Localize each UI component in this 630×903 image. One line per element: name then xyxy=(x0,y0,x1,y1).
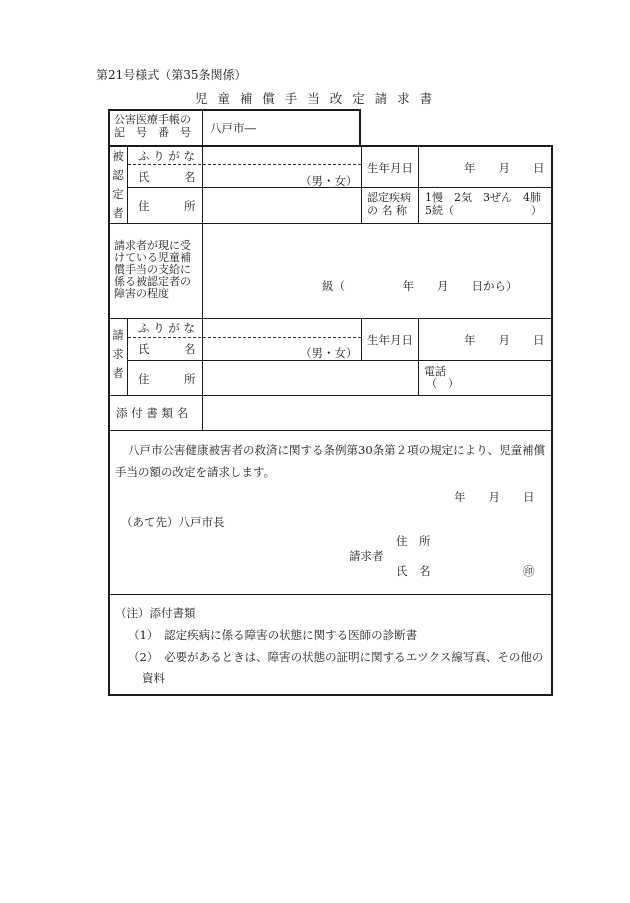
certified-name-label: 氏 名 xyxy=(138,170,196,184)
claimant-furigana-dash xyxy=(128,337,361,338)
claimant-section-divider xyxy=(127,318,128,395)
notes-heading: （注）添付書類 xyxy=(115,606,196,620)
certified-gender-field[interactable]: （男・女） xyxy=(300,174,358,188)
certified-section-label: 被 認 定 者 xyxy=(112,149,124,220)
claimant-section-label: 請 求 者 xyxy=(112,328,124,380)
certified-birthdate-label: 生年月日 xyxy=(367,161,413,175)
form-number: 第21号様式（第35条関係） xyxy=(96,68,247,82)
declaration-text-line1: 八戸市公害健康被害者の救済に関する条例第30条第２項の規定により、児童補償 xyxy=(128,443,546,457)
declaration-date-field[interactable]: 年 月 日 xyxy=(454,490,535,504)
notes-item1: （1） 認定疾病に係る障害の状態に関する医師の診断書 xyxy=(128,628,418,642)
disability-degree-field[interactable]: 級（ 年 月 日から） xyxy=(322,279,518,293)
notes-item2-line1: （2） 必要があるときは、障害の状態の証明に関するエツクス線写真、その他の xyxy=(128,650,544,664)
certified-value-divider xyxy=(418,146,419,223)
top-border xyxy=(108,109,361,111)
claimant-birthdate-field[interactable]: 年 月 日 xyxy=(464,333,545,347)
claimant-address-label: 住 所 xyxy=(138,372,196,386)
disease-options-line2[interactable]: 5続（ ） xyxy=(425,204,542,217)
claimant-furigana-label: ふ り が な xyxy=(138,321,195,335)
claimant-gender-field[interactable]: （男・女） xyxy=(300,346,358,360)
claimant-name-sign-label: 氏 名 xyxy=(396,564,431,578)
claimant-sign-label: 請求者 xyxy=(349,549,384,563)
claimant-bottom-line xyxy=(110,395,552,396)
notebook-right-border xyxy=(359,109,361,147)
degree-bottom-line xyxy=(110,318,552,319)
attachments-label: 添 付 書 類 名 xyxy=(116,406,189,420)
attachments-bottom-line xyxy=(110,430,552,431)
claimant-right-divider xyxy=(361,318,362,360)
declaration-bottom-line xyxy=(110,594,552,595)
claimant-name-line xyxy=(128,360,552,361)
right-border xyxy=(551,145,553,696)
label-column-divider xyxy=(202,110,203,431)
certified-furigana-dash xyxy=(128,164,361,165)
claimant-phone-field[interactable]: （ ） xyxy=(426,377,459,390)
claimant-phone-label: 電話 xyxy=(424,365,446,378)
form-title: 児 童 補 償 手 当 改 定 請 求 書 xyxy=(194,91,436,106)
notebook-number-field[interactable]: 八戸市― xyxy=(210,121,256,135)
notes-item2-line2: 資料 xyxy=(142,671,165,685)
table-border xyxy=(108,145,552,147)
declaration-text-line2: 手当の額の改定を請求します。 xyxy=(115,465,276,479)
claimant-value-divider xyxy=(418,318,419,395)
bottom-border xyxy=(108,694,553,696)
claimant-address-sign-label: 住 所 xyxy=(396,534,431,548)
certified-address-label: 住 所 xyxy=(138,199,196,213)
certified-section-divider xyxy=(127,146,128,223)
addressee: （あて先）八戸市長 xyxy=(121,515,225,529)
claimant-name-label: 氏 名 xyxy=(138,342,196,356)
certified-furigana-label: ふ り が な xyxy=(138,149,195,163)
disease-label-line1: 認定疾病 xyxy=(367,191,411,204)
certified-bottom-line xyxy=(110,223,552,224)
disease-label-line2: の 名 称 xyxy=(367,204,407,217)
certified-right-divider xyxy=(361,146,362,223)
notebook-label-line2: 記 号 番 号 xyxy=(114,126,191,139)
certified-birthdate-field[interactable]: 年 月 日 xyxy=(464,161,545,175)
disease-options-line1[interactable]: 1慢 2気 3ぜん 4肺 xyxy=(425,191,541,204)
seal-mark: ㊞ xyxy=(523,564,535,578)
disability-degree-label: 請求者が現に受 けている児童補 償手当の支給に 係る被認定者の 障害の程度 xyxy=(114,239,191,300)
claimant-birthdate-label: 生年月日 xyxy=(367,333,413,347)
notebook-label-line1: 公害医療手帳の xyxy=(114,113,191,126)
